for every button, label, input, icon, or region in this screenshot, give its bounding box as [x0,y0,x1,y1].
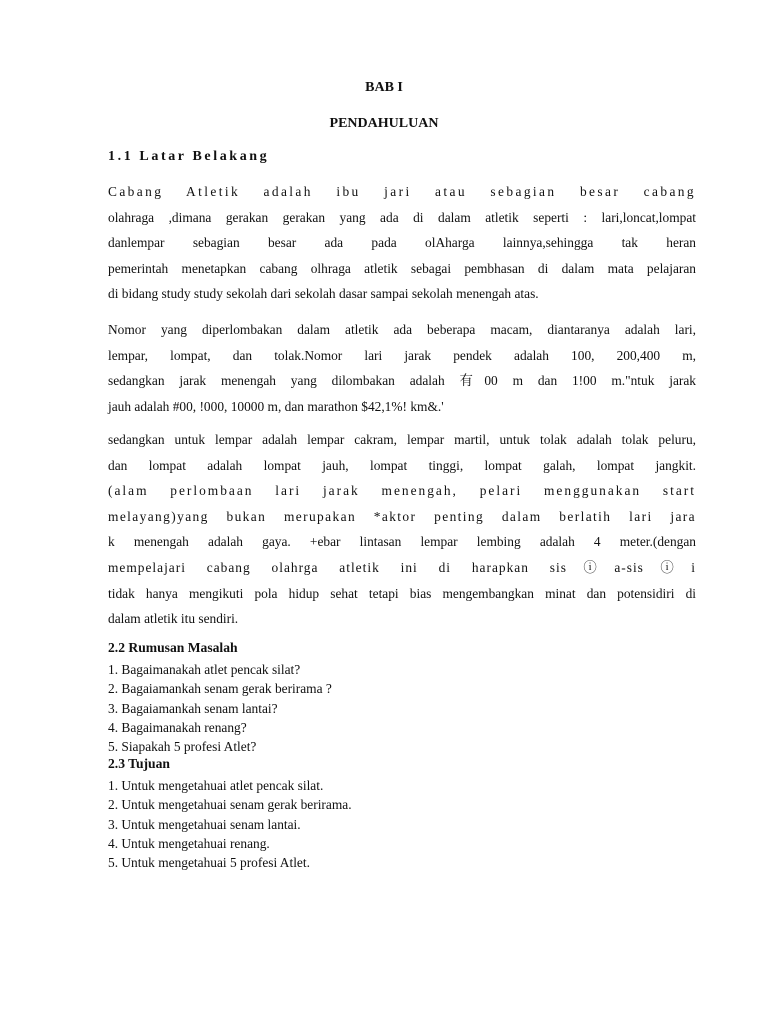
chapter-title: PENDAHULUAN [329,116,439,131]
paragraph-line: danlempar sebagian besar ada pada olAharga lainnya,sehingga tak heran [108,235,696,251]
list-item: 1. Untuk mengetahuai atlet pencak silat. [108,778,324,793]
list-item: 1. Bagaimanakah atlet pencak silat? [108,662,301,677]
section-heading-tujuan: 2.3 Tujuan [108,756,170,771]
list-item: 4. Bagaimanakah renang? [108,719,247,735]
paragraph-line: (alam perlombaan lari jarak menengah, pelari menggunakan start [108,483,696,499]
section-heading-rumusan-masalah: 2.2 Rumusan Masalah [108,640,238,655]
list-item: 5. Siapakah 5 profesi Atlet? [108,739,257,755]
paragraph-1 [108,179,696,307]
paragraph-line: Cabang Atletik adalah ibu jari atau sebagian besar cabang [108,184,696,199]
list-item: 2. Untuk mengetahuai senam gerak berirama. [108,797,352,813]
rumusan-list [108,660,332,756]
paragraph-line: melayang)yang bukan merupakan *aktor penting dalam berlatih lari jara [108,508,696,524]
paragraph-line: di bidang study study sekolah dari sekolah dasar sampai sekolah menengah atas. [108,286,539,302]
paragraph-line: dalam atletik itu sendiri. [108,611,239,627]
paragraph-line: lempar, lompat, dan tolak.Nomor lari jarak pendek adalah 100, 200,400 m, [108,347,696,363]
list-item: 3. Bagaiamankah senam lantai? [108,700,278,716]
paragraph-2 [108,317,696,419]
list-item: 4. Untuk mengetahuai renang. [108,835,270,851]
paragraph-line: tidak hanya mengikuti pola hidup sehat tetapi bias mengembangkan minat dan potensidiri di [108,585,696,601]
paragraph-line: dan lompat adalah lompat jauh, lompat tinggi, lompat galah, lompat jangkit. [108,457,696,473]
paragraph-line: mempelajari cabang olahrga atletik ini di harapkan sisⓘa-sisⓘi [108,559,696,575]
list-item: 3. Untuk mengetahuai senam lantai. [108,816,301,832]
paragraph-line: jauh adalah #00, !000, 10000 m, dan marathon $42,1%! km&.' [108,398,444,414]
chapter-number: BAB I [365,80,403,95]
paragraph-line: k menengah adalah gaya. +ebar lintasan lempar lembing adalah 4 meter.(dengan [108,534,696,550]
paragraph-line: sedangkan untuk lempar adalah lempar cakram, lempar martil, untuk tolak adalah tolak peluru, [108,432,696,447]
paragraph-line: sedangkan jarak menengah yang dilombakan adalah 有00 m dan 1!00 m."ntuk jarak [108,373,696,389]
paragraph-line: olahraga ,dimana gerakan gerakan yang ada di dalam atletik seperti : lari,loncat,lompat [108,209,696,225]
paragraph-line: pemerintah menetapkan cabang olhraga atletik sebagai pembhasan di dalam mata pelajaran [108,260,696,276]
tujuan-list [108,776,352,872]
list-item: 2. Bagaiamankah senam gerak berirama ? [108,681,332,697]
paragraph-line: Nomor yang diperlombakan dalam atletik ada beberapa macam, diantaranya adalah lari, [108,322,696,337]
list-item: 5. Untuk mengetahuai 5 profesi Atlet. [108,855,310,871]
paragraph-3 [108,427,696,632]
section-heading-latar-belakang: 1.1 Latar Belakang [108,149,270,164]
